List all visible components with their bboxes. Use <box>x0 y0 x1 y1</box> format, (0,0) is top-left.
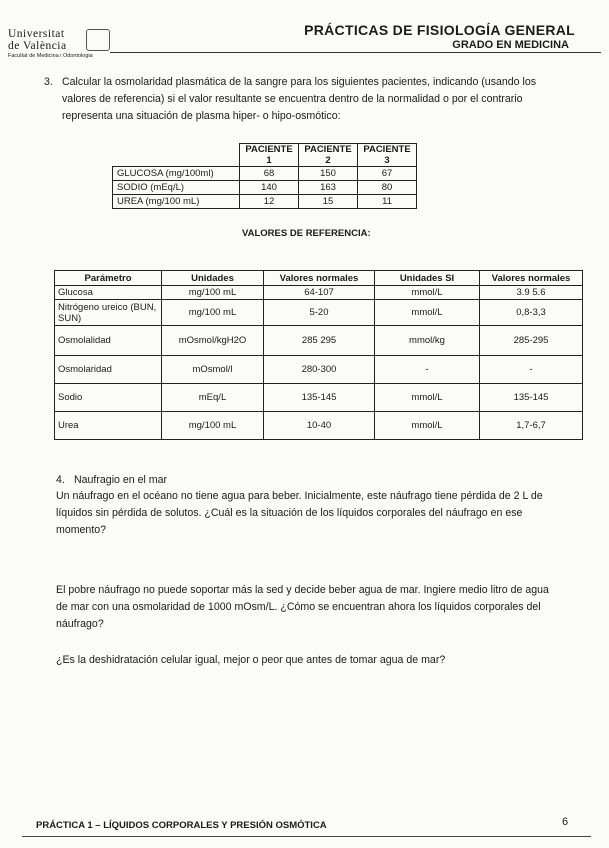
cell: Nitrógeno ureico (BUN, SUN) <box>55 300 162 326</box>
cell: - <box>375 356 480 384</box>
cell: Osmolalidad <box>55 326 162 356</box>
footer-rule <box>22 836 591 837</box>
cell: 11 <box>358 195 417 209</box>
table-row <box>55 384 583 412</box>
table-row <box>55 286 583 300</box>
q3-number: 3. <box>44 76 53 88</box>
col-header: Unidades SI <box>375 271 480 286</box>
cell: 10-40 <box>264 412 375 440</box>
cell: 285-295 <box>480 326 583 356</box>
cell: 67 <box>358 167 417 181</box>
col-header: Valores normales <box>480 271 583 286</box>
cell: mg/100 mL <box>162 286 264 300</box>
cell: mOsmol/l <box>162 356 264 384</box>
cell: 68 <box>240 167 299 181</box>
logo-line-2: de València <box>8 40 67 52</box>
table-row <box>55 326 583 356</box>
cell: Osmolaridad <box>55 356 162 384</box>
cell: 12 <box>240 195 299 209</box>
table-header-row <box>55 271 583 286</box>
cell: Glucosa <box>55 286 162 300</box>
cell: mEq/L <box>162 384 264 412</box>
cell: Urea <box>55 412 162 440</box>
logo-line-3: Facultat de Medicina i Odontologia <box>8 53 93 59</box>
col-header: PACIENTE 3 <box>358 144 417 167</box>
row-label: SODIO (mEq/L) <box>113 181 240 195</box>
table-row <box>113 167 417 181</box>
cell: 15 <box>299 195 358 209</box>
q4-number: 4. <box>56 474 65 486</box>
col-header: Parámetro <box>55 271 162 286</box>
table-row <box>55 300 583 326</box>
q3-text: Calcular la osmolaridad plasmática de la sangre para los siguientes pacientes, indicando (usando los valores de referencia) si el valor resultante se encuentra dentro de la normalidad o por el contrario representa una situación de plasma hiper- o hipo-osmótico: <box>62 76 537 122</box>
q4-paragraph-2: El pobre náufrago no puede soportar más la sed y decide beber agua de mar. Ingiere medio litro de agua de mar con una osmolaridad de 1000 mOsm/L. ¿Cómo se encuentran ahora los líquidos corporales del náufrago? <box>56 584 549 630</box>
cell: 163 <box>299 181 358 195</box>
col-header: PACIENTE 2 <box>299 144 358 167</box>
cell: 64-107 <box>264 286 375 300</box>
cell: - <box>480 356 583 384</box>
cell: 80 <box>358 181 417 195</box>
cell: 135-145 <box>264 384 375 412</box>
cell: 285 295 <box>264 326 375 356</box>
university-seal-icon <box>86 29 110 51</box>
cell: mmol/L <box>375 384 480 412</box>
page-number: 6 <box>562 816 569 828</box>
page-subtitle: GRADO EN MEDICINA <box>452 39 569 51</box>
col-header: PACIENTE 1 <box>240 144 299 167</box>
cell: 140 <box>240 181 299 195</box>
cell: mg/100 mL <box>162 412 264 440</box>
cell: Sodio <box>55 384 162 412</box>
row-label: UREA (mg/100 mL) <box>113 195 240 209</box>
q4-paragraph-3: ¿Es la deshidratación celular igual, mejor o peor que antes de tomar agua de mar? <box>56 654 446 666</box>
cell: 150 <box>299 167 358 181</box>
cell: 280-300 <box>264 356 375 384</box>
cell: mmol/kg <box>375 326 480 356</box>
cell: mg/100 mL <box>162 300 264 326</box>
cell: 5-20 <box>264 300 375 326</box>
cell: mmol/L <box>375 286 480 300</box>
cell: mmol/L <box>375 300 480 326</box>
cell: 135-145 <box>480 384 583 412</box>
footer-text: PRÁCTICA 1 – LÍQUIDOS CORPORALES Y PRESIÓN OSMÓTICA <box>36 820 327 831</box>
cell: 1,7-6,7 <box>480 412 583 440</box>
cell: 0,8-3,3 <box>480 300 583 326</box>
reference-table <box>54 270 583 440</box>
col-header: Valores normales <box>264 271 375 286</box>
cell: mOsmol/kgH2O <box>162 326 264 356</box>
reference-title: VALORES DE REFERENCIA: <box>242 228 371 239</box>
q4-title: Naufragio en el mar <box>74 474 168 486</box>
logo-line-1: Universitat <box>8 28 65 40</box>
header-rule <box>110 52 601 53</box>
university-logo <box>8 28 120 60</box>
row-label: GLUCOSA (mg/100ml) <box>113 167 240 181</box>
patients-table <box>112 143 417 209</box>
table-row <box>113 181 417 195</box>
table-row <box>55 412 583 440</box>
cell: 3.9 5.6 <box>480 286 583 300</box>
table-row <box>55 356 583 384</box>
table-header-row <box>113 144 417 167</box>
col-header: Unidades <box>162 271 264 286</box>
page-title: PRÁCTICAS DE FISIOLOGÍA GENERAL <box>304 22 575 38</box>
table-row <box>113 195 417 209</box>
q4-paragraph-1: Un náufrago en el océano no tiene agua para beber. Inicialmente, este náufrago tiene pérdida de 2 L de líquidos sin pérdida de solutos. ¿Cuál es la situación de los líquidos corporales del náufrago en ese momento? <box>56 490 543 536</box>
cell: mmol/L <box>375 412 480 440</box>
